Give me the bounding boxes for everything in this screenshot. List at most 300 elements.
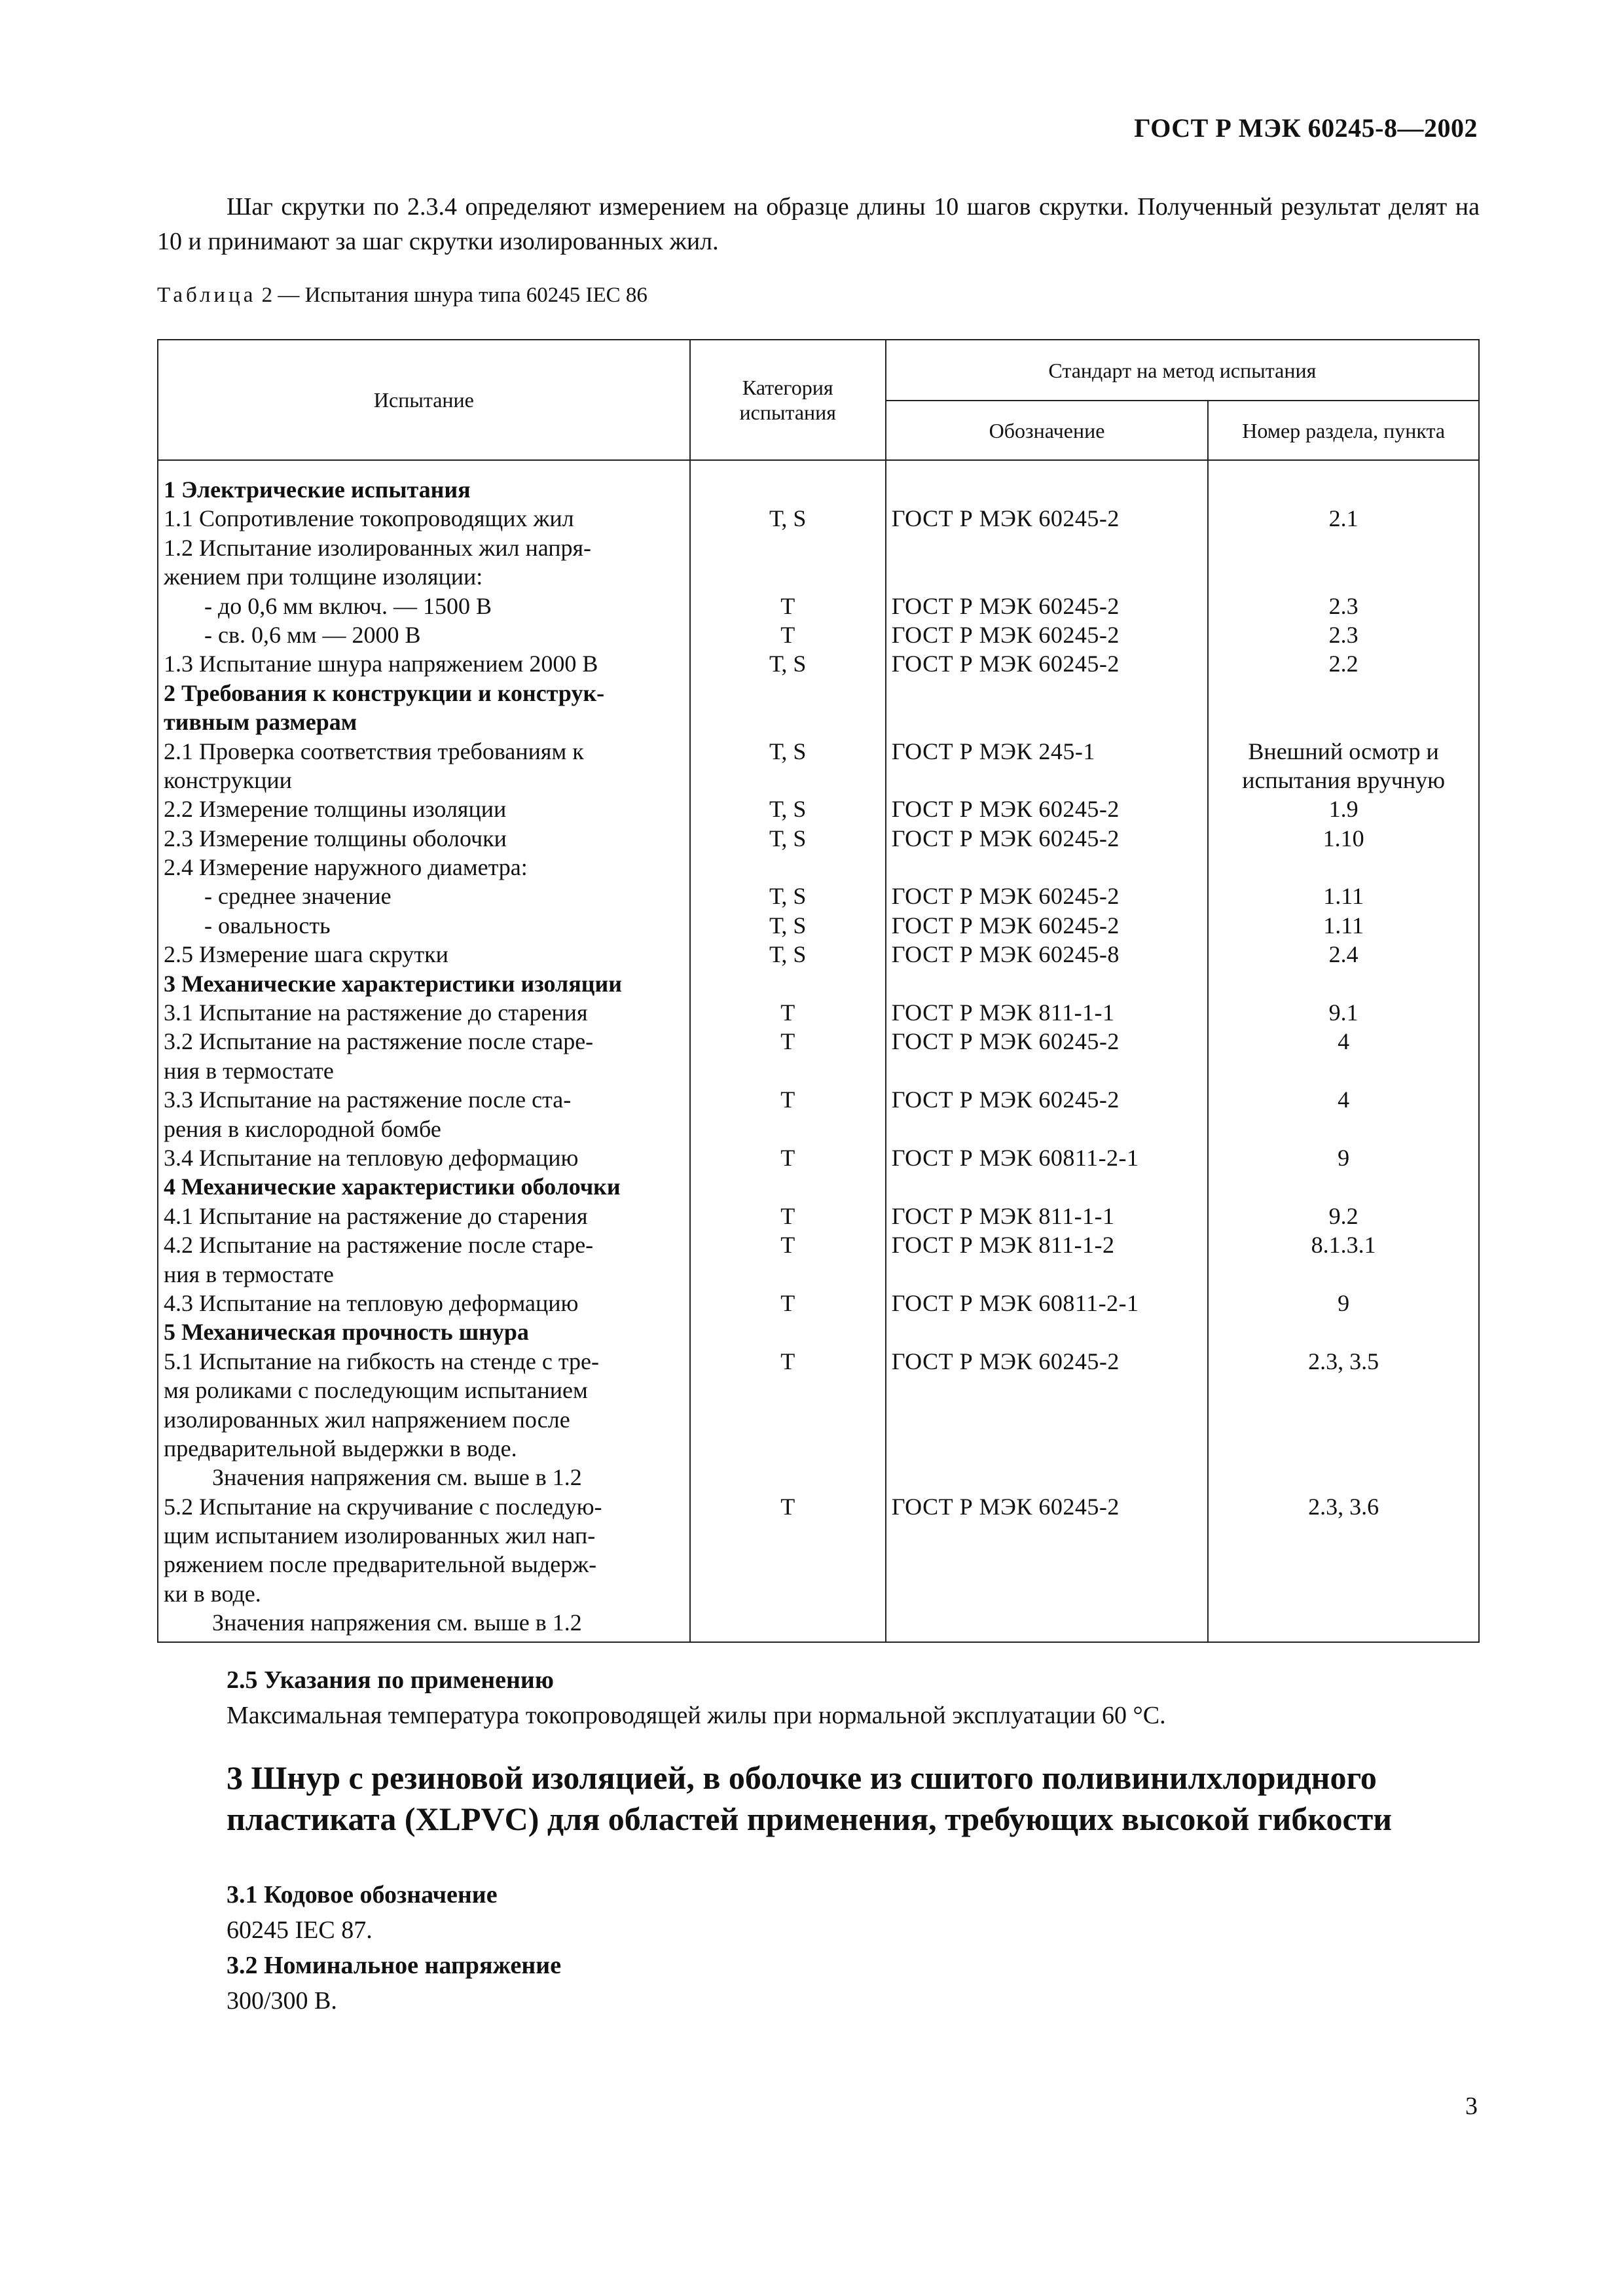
cell-designation-text: ГОСТ Р МЭК 60245-2 [891, 796, 1120, 823]
cell-category-text: Т [780, 999, 795, 1026]
cell-designation-text: ГОСТ Р МЭК 60245-8 [891, 941, 1120, 968]
cell-designation [886, 620, 1209, 649]
cell-section [1208, 1405, 1479, 1434]
table-row [158, 679, 1479, 708]
cell-designation-text: ГОСТ Р МЭК 60811-2-1 [891, 1289, 1139, 1316]
cell-category-text: Т [780, 1232, 795, 1259]
cell-section-text [1214, 1608, 1473, 1637]
cell-designation [886, 1405, 1209, 1434]
intro-text: Шаг скрутки по 2.3.4 определяют измерением на образце длины 10 шагов скрутки. Полученный результат делят на 10 и принимают за шаг скрутки изолированных жил. [157, 193, 1480, 255]
cell-designation-text [892, 562, 1203, 591]
cell-category-text [696, 1463, 880, 1492]
cell-section-text [1214, 562, 1473, 591]
cell-designation [886, 1492, 1209, 1521]
cell-category-text [696, 1376, 880, 1405]
cell-category [690, 1521, 886, 1550]
cell-category [690, 737, 886, 766]
table-row [158, 460, 1479, 504]
cell-test [158, 824, 690, 853]
table-row [158, 1550, 1479, 1579]
cell-test [158, 562, 690, 591]
cell-test [158, 1550, 690, 1579]
cell-category-text [696, 1318, 880, 1346]
table-row [158, 1202, 1479, 1230]
cell-test-text: 4.3 Испытание на тепловую деформацию [164, 1289, 579, 1316]
cell-test-text: 4.1 Испытание на растяжение до старения [164, 1202, 588, 1229]
cell-section [1208, 882, 1479, 910]
table-row [158, 1085, 1479, 1114]
cell-test-text: 2.2 Измерение толщины изоляции [164, 796, 507, 823]
cell-category [690, 679, 886, 708]
cell-designation [886, 1289, 1209, 1318]
cell-category [690, 1085, 886, 1114]
cell-section-text [1214, 853, 1473, 882]
cell-test-text: 3 Механические характеристики изоляции [164, 970, 622, 997]
cell-designation [886, 1579, 1209, 1608]
cell-designation-text [892, 1318, 1203, 1346]
cell-designation [886, 882, 1209, 910]
cell-category-text [696, 562, 880, 591]
cell-section [1208, 562, 1479, 591]
table-row [158, 562, 1479, 591]
cell-test [158, 1260, 690, 1289]
cell-designation [886, 1318, 1209, 1346]
cell-section [1208, 911, 1479, 940]
cell-test [158, 1143, 690, 1172]
cell-designation-text: ГОСТ Р МЭК 811-1-1 [891, 1202, 1115, 1229]
cell-category-text: Т [780, 592, 795, 619]
cell-category [690, 853, 886, 882]
cell-test-text: 3.3 Испытание на растяжение после ста- [164, 1086, 572, 1113]
cell-section [1208, 649, 1479, 678]
cell-category-text [696, 969, 880, 998]
cell-designation-text: ГОСТ Р МЭК 245-1 [891, 738, 1095, 764]
cell-section-text: 9 [1338, 1144, 1350, 1171]
cell-section [1208, 1434, 1479, 1463]
intro-paragraph [157, 190, 1480, 259]
cell-designation-text [892, 1434, 1203, 1463]
cell-designation-text: ГОСТ Р МЭК 811-1-1 [891, 999, 1115, 1026]
cell-designation-text: ГОСТ Р МЭК 60245-2 [891, 621, 1120, 648]
cell-category [690, 911, 886, 940]
table-row [158, 1260, 1479, 1289]
cell-category-text: Т [780, 1493, 795, 1520]
tests-table-body [158, 460, 1479, 1642]
cell-designation [886, 1143, 1209, 1172]
cell-test-text: 2.4 Измерение наружного диаметра: [164, 854, 528, 881]
cell-test [158, 911, 690, 940]
cell-section [1208, 1579, 1479, 1608]
table-row [158, 620, 1479, 649]
cell-category [690, 1405, 886, 1434]
cell-category [690, 460, 886, 504]
cell-designation [886, 1202, 1209, 1230]
cell-category [690, 1579, 886, 1608]
cell-designation [886, 824, 1209, 853]
cell-test [158, 795, 690, 823]
cell-designation-text [892, 766, 1203, 795]
table-row [158, 998, 1479, 1027]
section-3-heading: 3 Шнур с резиновой изоляцией, в оболочке из сшитого поливинилхлоридного пластиката (XLPVC) для областей применения, требующих высокой гибкости [227, 1759, 1393, 1837]
cell-test [158, 1085, 690, 1114]
cell-section-text [1214, 969, 1473, 998]
cell-category-text: Т [780, 1144, 795, 1171]
cell-designation-text [892, 969, 1203, 998]
cell-designation [886, 795, 1209, 823]
cell-test-text: ки в воде. [164, 1580, 261, 1607]
cell-test-text: 2.1 Проверка соответствия требованиям к [164, 738, 584, 764]
cell-test-text: щим испытанием изолированных жил нап- [164, 1522, 596, 1549]
cell-category [690, 795, 886, 823]
cell-category [690, 1492, 886, 1521]
cell-test [158, 1230, 690, 1259]
cell-test-text: 5.2 Испытание на скручивание с последую- [164, 1493, 602, 1520]
cell-test [158, 766, 690, 795]
cell-designation-text: ГОСТ Р МЭК 60245-2 [891, 883, 1120, 910]
cell-designation [886, 1085, 1209, 1114]
cell-category [690, 620, 886, 649]
cell-designation [886, 998, 1209, 1027]
cell-designation-text [892, 475, 1203, 504]
cell-section-text: 1.11 [1323, 912, 1364, 939]
table-caption [157, 283, 647, 308]
cell-designation-text [892, 708, 1203, 736]
cell-section-text: 2.3, 3.5 [1308, 1348, 1379, 1374]
cell-section [1208, 1289, 1479, 1318]
cell-category-text [696, 1521, 880, 1550]
cell-category-text: Т, S [769, 825, 807, 852]
cell-category-text: Т, S [769, 651, 807, 677]
cell-category [690, 592, 886, 620]
cell-section [1208, 1202, 1479, 1230]
cell-category [690, 1202, 886, 1230]
page-number: 3 [1465, 2092, 1478, 2120]
cell-designation [886, 679, 1209, 708]
cell-test-text: 5.1 Испытание на гибкость на стенде с тре- [164, 1348, 599, 1374]
table-row [158, 1318, 1479, 1346]
cell-section-text: 9.1 [1328, 999, 1359, 1026]
header-category: Категория испытания [690, 340, 886, 460]
cell-section [1208, 504, 1479, 533]
cell-designation [886, 649, 1209, 678]
table-row [158, 1056, 1479, 1085]
cell-designation-text: ГОСТ Р МЭК 60245-2 [891, 912, 1120, 939]
table-row [158, 1172, 1479, 1201]
cell-section [1208, 1085, 1479, 1114]
cell-category-text [696, 1115, 880, 1143]
table-row [158, 1521, 1479, 1550]
cell-test-text: мя роликами с последующим испытанием [164, 1377, 588, 1404]
cell-test [158, 1202, 690, 1230]
cell-test [158, 1608, 690, 1641]
cell-test-text: - среднее значение [204, 883, 392, 910]
cell-designation [886, 1172, 1209, 1201]
cell-category [690, 504, 886, 533]
cell-test [158, 1405, 690, 1434]
document-header: ГОСТ Р МЭК 60245-8—2002 [1134, 113, 1478, 143]
cell-section [1208, 1318, 1479, 1346]
section-3-2-text: 300/300 В. [227, 1987, 337, 2015]
cell-test [158, 649, 690, 678]
cell-designation-text: ГОСТ Р МЭК 60245-2 [891, 1028, 1120, 1055]
cell-designation [886, 1027, 1209, 1056]
cell-category-text [696, 679, 880, 708]
cell-section [1208, 1172, 1479, 1201]
cell-test [158, 1172, 690, 1201]
cell-test [158, 708, 690, 736]
cell-designation-text: ГОСТ Р МЭК 60245-2 [891, 505, 1120, 532]
cell-category-text [696, 475, 880, 504]
cell-section [1208, 679, 1479, 708]
cell-category [690, 1550, 886, 1579]
table-row [158, 1405, 1479, 1434]
cell-designation [886, 1260, 1209, 1289]
table-row [158, 1115, 1479, 1143]
table-row [158, 649, 1479, 678]
cell-designation-text [892, 1521, 1203, 1550]
cell-category [690, 969, 886, 998]
cell-category [690, 708, 886, 736]
cell-designation [886, 1056, 1209, 1085]
cell-test [158, 620, 690, 649]
cell-category [690, 649, 886, 678]
cell-test-text: ния в термостате [164, 1057, 334, 1084]
cell-test-text: - до 0,6 мм включ. — 1500 В [204, 592, 492, 619]
section-3-1-text: 60245 IEC 87. [227, 1916, 373, 1944]
cell-designation-text [892, 1115, 1203, 1143]
cell-designation [886, 737, 1209, 766]
table-row [158, 1347, 1479, 1376]
cell-section-text [1214, 1260, 1473, 1289]
cell-section [1208, 795, 1479, 823]
cell-section-text: 1.9 [1328, 796, 1359, 823]
cell-category [690, 1289, 886, 1318]
cell-test [158, 1289, 690, 1318]
cell-section-text [1214, 475, 1473, 504]
cell-section-text: 2.3 [1328, 592, 1359, 619]
cell-test-text: 1.1 Сопротивление токопроводящих жил [164, 505, 574, 532]
cell-section [1208, 940, 1479, 969]
cell-test-text: Значения напряжения см. выше в 1.2 [212, 1464, 582, 1491]
cell-test-text: предварительной выдержки в воде. [164, 1435, 517, 1462]
table-caption-text: 2 — Испытания шнура типа 60245 IEC 86 [256, 283, 647, 307]
cell-test-text: тивным размерам [164, 709, 357, 736]
cell-test [158, 882, 690, 910]
table-row [158, 1376, 1479, 1405]
cell-designation-text: ГОСТ Р МЭК 60245-2 [891, 1086, 1120, 1113]
cell-section [1208, 1027, 1479, 1056]
cell-test [158, 460, 690, 504]
cell-category-text: Т, S [769, 505, 807, 532]
cell-test-text: 4.2 Испытание на растяжение после старе- [164, 1232, 594, 1259]
cell-test [158, 679, 690, 708]
cell-designation-text: ГОСТ Р МЭК 60245-2 [891, 651, 1120, 677]
cell-category [690, 562, 886, 591]
cell-test [158, 1318, 690, 1346]
cell-designation-text: ГОСТ Р МЭК 60245-2 [891, 1493, 1120, 1520]
cell-test-text: 2 Требования к конструкции и конструк- [164, 679, 605, 706]
cell-designation-text [892, 1056, 1203, 1085]
cell-category [690, 533, 886, 562]
cell-section [1208, 969, 1479, 998]
header-test: Испытание [158, 340, 690, 460]
section-3-1-title: 3.1 Кодовое обозначение [227, 1881, 498, 1909]
cell-category-text [696, 1172, 880, 1201]
table-row [158, 795, 1479, 823]
cell-category [690, 1143, 886, 1172]
cell-section-text [1214, 1521, 1473, 1550]
cell-category [690, 1434, 886, 1463]
table-row [158, 911, 1479, 940]
cell-designation [886, 1521, 1209, 1550]
cell-section-text [1214, 1550, 1473, 1579]
cell-section-text [1214, 679, 1473, 708]
table-row [158, 1143, 1479, 1172]
cell-designation-text [892, 533, 1203, 562]
cell-category [690, 998, 886, 1027]
section-2-5-title: 2.5 Указания по применению [227, 1666, 554, 1694]
cell-designation [886, 1347, 1209, 1376]
cell-section [1208, 1492, 1479, 1521]
cell-section-text [1214, 1434, 1473, 1463]
cell-category [690, 1056, 886, 1085]
cell-test [158, 1376, 690, 1405]
cell-test [158, 853, 690, 882]
header-designation: Обозначение [886, 401, 1209, 460]
cell-test [158, 1521, 690, 1550]
cell-category [690, 1608, 886, 1641]
cell-designation-text [892, 1260, 1203, 1289]
cell-category [690, 1318, 886, 1346]
cell-test [158, 533, 690, 562]
cell-test-text: конструкции [164, 766, 292, 793]
cell-section [1208, 1260, 1479, 1289]
cell-test [158, 969, 690, 998]
header-standard: Стандарт на метод испытания [886, 340, 1479, 401]
cell-test [158, 1027, 690, 1056]
cell-designation-text [892, 853, 1203, 882]
cell-section-text: Внешний осмотр и [1248, 738, 1439, 764]
cell-category-text: Т, S [769, 738, 807, 764]
cell-test-text: 1.2 Испытание изолированных жил напря- [164, 534, 592, 561]
table-row [158, 708, 1479, 736]
cell-test [158, 1347, 690, 1376]
cell-designation-text [892, 1172, 1203, 1201]
cell-test [158, 940, 690, 969]
cell-category-text [696, 1434, 880, 1463]
table-row [158, 1230, 1479, 1259]
cell-test-text: 1.3 Испытание шнура напряжением 2000 В [164, 651, 598, 677]
cell-test [158, 1579, 690, 1608]
cell-section [1208, 853, 1479, 882]
cell-section [1208, 460, 1479, 504]
table-row [158, 592, 1479, 620]
cell-category [690, 1172, 886, 1201]
cell-test [158, 998, 690, 1027]
cell-section-text: 2.4 [1328, 941, 1359, 968]
cell-section [1208, 998, 1479, 1027]
cell-designation-text: ГОСТ Р МЭК 60811-2-1 [891, 1144, 1139, 1171]
table-row [158, 1463, 1479, 1492]
cell-category-text [696, 1260, 880, 1289]
cell-test-text: 3.4 Испытание на тепловую деформацию [164, 1144, 579, 1171]
cell-section [1208, 533, 1479, 562]
cell-category-text [696, 1579, 880, 1608]
cell-designation [886, 766, 1209, 795]
cell-test [158, 1434, 690, 1463]
cell-designation-text [892, 1550, 1203, 1579]
cell-test-text: жением при толщине изоляции: [164, 564, 483, 590]
cell-category [690, 766, 886, 795]
cell-section-text: 2.3, 3.6 [1308, 1493, 1379, 1520]
cell-category-text: Т, S [769, 912, 807, 939]
cell-test [158, 1056, 690, 1085]
cell-test [158, 1492, 690, 1521]
cell-category [690, 940, 886, 969]
cell-designation [886, 1463, 1209, 1492]
table-row [158, 882, 1479, 910]
cell-section-text [1214, 708, 1473, 736]
cell-test [158, 504, 690, 533]
cell-designation [886, 1230, 1209, 1259]
cell-category [690, 824, 886, 853]
table-row [158, 1608, 1479, 1641]
cell-designation [886, 1115, 1209, 1143]
cell-category-text [696, 1608, 880, 1637]
table-row [158, 1027, 1479, 1056]
table-row [158, 940, 1479, 969]
cell-designation-text [892, 679, 1203, 708]
cell-section [1208, 1143, 1479, 1172]
cell-section [1208, 620, 1479, 649]
table-row [158, 1434, 1479, 1463]
section-2-5-text: Максимальная температура токопроводящей жилы при нормальной эксплуатации 60 °С. [227, 1702, 1166, 1729]
cell-section [1208, 1608, 1479, 1641]
section-3-subsections [227, 1877, 561, 2018]
cell-test-text: 2.3 Измерение толщины оболочки [164, 825, 507, 852]
cell-designation [886, 1376, 1209, 1405]
cell-section-text [1214, 1376, 1473, 1405]
cell-section [1208, 1376, 1479, 1405]
cell-designation [886, 562, 1209, 591]
header-section: Номер раздела, пункта [1208, 401, 1479, 460]
cell-designation-text: ГОСТ Р МЭК 60245-2 [891, 1348, 1120, 1374]
cell-category-text: Т [780, 1289, 795, 1316]
cell-section-text: 9.2 [1328, 1202, 1359, 1229]
cell-section-text [1214, 1115, 1473, 1143]
cell-test [158, 737, 690, 766]
cell-designation [886, 533, 1209, 562]
cell-section-text [1214, 1056, 1473, 1085]
cell-section [1208, 1115, 1479, 1143]
cell-section-text [1214, 1579, 1473, 1608]
cell-designation-text [892, 1463, 1203, 1492]
cell-test [158, 1115, 690, 1143]
cell-category-text: Т [780, 1348, 795, 1374]
cell-section-text: 1.11 [1323, 883, 1364, 910]
cell-designation [886, 504, 1209, 533]
cell-designation [886, 592, 1209, 620]
cell-category-text: Т [780, 621, 795, 648]
cell-designation [886, 969, 1209, 998]
cell-test-text: 4 Механические характеристики оболочки [164, 1174, 621, 1200]
cell-designation-text [892, 1608, 1203, 1637]
cell-category [690, 1376, 886, 1405]
cell-category [690, 1347, 886, 1376]
cell-category-text: Т, S [769, 941, 807, 968]
cell-category [690, 1463, 886, 1492]
cell-test-text: - овальность [204, 912, 331, 939]
